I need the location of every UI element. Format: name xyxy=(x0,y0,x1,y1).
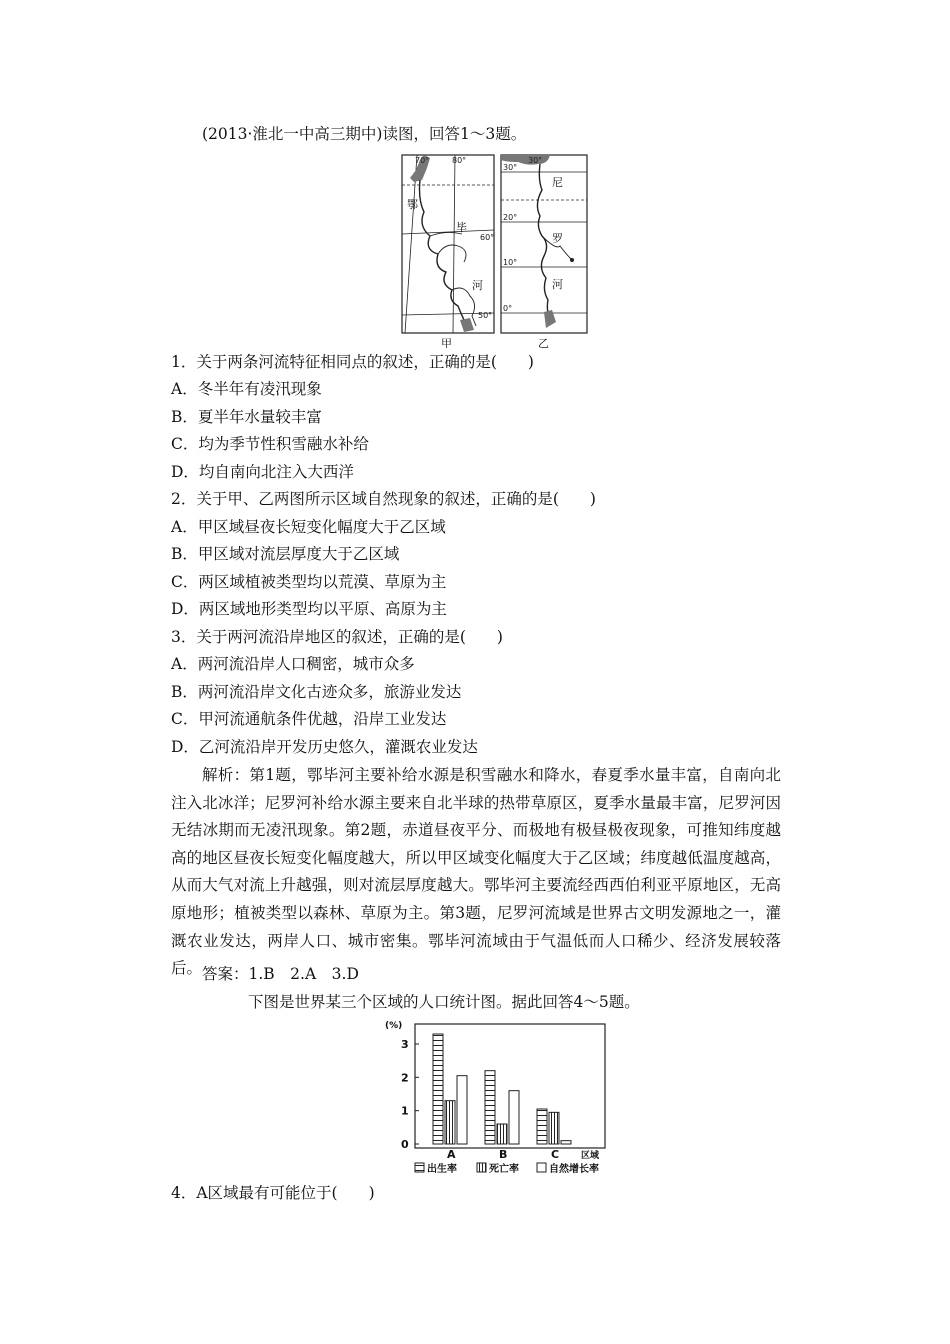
map-left-river-char-2: 毕 xyxy=(456,221,467,234)
legend-swatch-1 xyxy=(477,1163,486,1172)
map-left-lat-60: 60° xyxy=(480,233,495,242)
map-right-lat-10: 10° xyxy=(503,258,518,267)
y-tick-label: 2 xyxy=(401,1071,409,1085)
question-3-option-b: B．两河流沿岸文化古迹众多，旅游业发达 xyxy=(171,683,462,701)
question-2-option-d: D．两区域地形类型均以平原、高原为主 xyxy=(171,600,447,618)
question-2-option-a: A．甲区域昼夜长短变化幅度大于乙区域 xyxy=(171,518,446,536)
river-maps-figure xyxy=(400,150,600,348)
intro-text-2: 下图是世界某三个区域的人口统计图。据此回答4～5题。 xyxy=(248,993,640,1011)
question-1-option-b: B．夏半年水量较丰富 xyxy=(171,408,322,426)
bar-B-0 xyxy=(485,1071,495,1144)
map-left-lon-80: 80° xyxy=(452,156,467,165)
bar-C-1 xyxy=(549,1112,559,1144)
bar-A-0 xyxy=(433,1034,443,1144)
question-2-option-b: B．甲区域对流层厚度大于乙区域 xyxy=(171,545,400,563)
map-right-lat-0: 0° xyxy=(503,304,513,313)
intro-text-1: (2013·淮北一中高三期中)读图，回答1～3题。 xyxy=(202,125,527,143)
question-1-stem: 1．关于两条河流特征相同点的叙述，正确的是( ) xyxy=(171,353,534,371)
map-right-caption: 乙 xyxy=(538,337,549,348)
chart-xlabel: 区域 xyxy=(581,1151,600,1161)
question-4-stem: 4．A区域最有可能位于( ) xyxy=(171,1184,375,1202)
bar-C-0 xyxy=(537,1109,547,1144)
legend-label-2: 自然增长率 xyxy=(549,1164,599,1175)
chart-ylabel: (%) xyxy=(385,1021,403,1031)
bar-A-1 xyxy=(445,1101,455,1144)
legend-label-0: 出生率 xyxy=(427,1164,457,1175)
analysis-paragraph: 解析：第1题，鄂毕河主要补给水源是积雪融水和降水，春夏季水量丰富，自南向北注入北冰洋；尼罗河补给水源主要来自北半球的热带草原区，夏季水量最丰富，尼罗河因无结冰期而无凌汛现象。第2题，赤道昼夜平分、而极地有极昼极夜现象，可推知纬度越高的地区昼夜长短变化幅度越大，所以甲区域变化幅度大于乙区域；纬度越低温度越高，从而大气对流上升越强，则对流层厚度越大。鄂毕河主要流经西西伯利亚平原地区，无高原地形；植被类型以森林、草原为主。第3题，尼罗河流域是世界古文明发源地之一，灌溉农业发达，两岸人口、城市密集。鄂毕河流域由于气温低而人口稀少、经济发展较落后。 xyxy=(171,766,781,978)
map-left-lon-70: 70° xyxy=(415,156,430,165)
question-2-stem: 2．关于甲、乙两图所示区域自然现象的叙述，正确的是( ) xyxy=(171,490,596,508)
y-tick-label: 1 xyxy=(401,1104,409,1118)
map-right-river-char-3: 河 xyxy=(552,278,563,291)
bar-B-2 xyxy=(509,1091,519,1144)
population-bar-chart xyxy=(385,1018,615,1184)
map-right-river-char-2: 罗 xyxy=(552,232,563,245)
map-right-river-char-1: 尼 xyxy=(552,176,563,189)
bar-B-1 xyxy=(497,1124,507,1144)
legend-label-1: 死亡率 xyxy=(489,1164,519,1175)
y-tick-label: 0 xyxy=(401,1138,409,1151)
map-left xyxy=(402,155,494,348)
question-1-option-c: C．均为季节性积雪融水补给 xyxy=(171,435,369,453)
map-left-caption: 甲 xyxy=(441,337,452,348)
category-label: B xyxy=(499,1148,508,1161)
legend-swatch-2 xyxy=(537,1163,546,1172)
question-3-option-d: D．乙河流沿岸开发历史悠久，灌溉农业发达 xyxy=(171,738,478,756)
question-1-option-a: A．冬半年有凌汛现象 xyxy=(171,380,322,398)
category-label: C xyxy=(551,1148,560,1161)
question-3-stem: 3．关于两河流沿岸地区的叙述，正确的是( ) xyxy=(171,628,503,646)
map-right xyxy=(501,155,587,348)
map-left-river-char-1: 鄂 xyxy=(407,198,418,211)
map-right-top-label: 30° xyxy=(528,156,543,165)
question-3-option-c: C．甲河流通航条件优越，沿岸工业发达 xyxy=(171,710,447,728)
map-right-lat-20: 20° xyxy=(503,213,518,222)
map-left-river-char-3: 河 xyxy=(472,279,483,292)
question-3-option-a: A．两河流沿岸人口稠密，城市众多 xyxy=(171,655,415,673)
y-tick-label: 3 xyxy=(401,1038,409,1051)
bar-A-2 xyxy=(457,1076,467,1144)
bar-C-2 xyxy=(561,1141,571,1144)
legend-swatch-0 xyxy=(415,1163,424,1172)
question-2-option-c: C．两区域植被类型均以荒漠、草原为主 xyxy=(171,573,447,591)
category-label: A xyxy=(447,1148,456,1161)
map-left-lat-50: 50° xyxy=(478,311,493,320)
map-right-lat-30: 30° xyxy=(503,163,518,172)
question-1-option-d: D．均自南向北注入大西洋 xyxy=(171,463,354,481)
answer-line: 答案：1.B 2.A 3.D xyxy=(202,965,359,983)
